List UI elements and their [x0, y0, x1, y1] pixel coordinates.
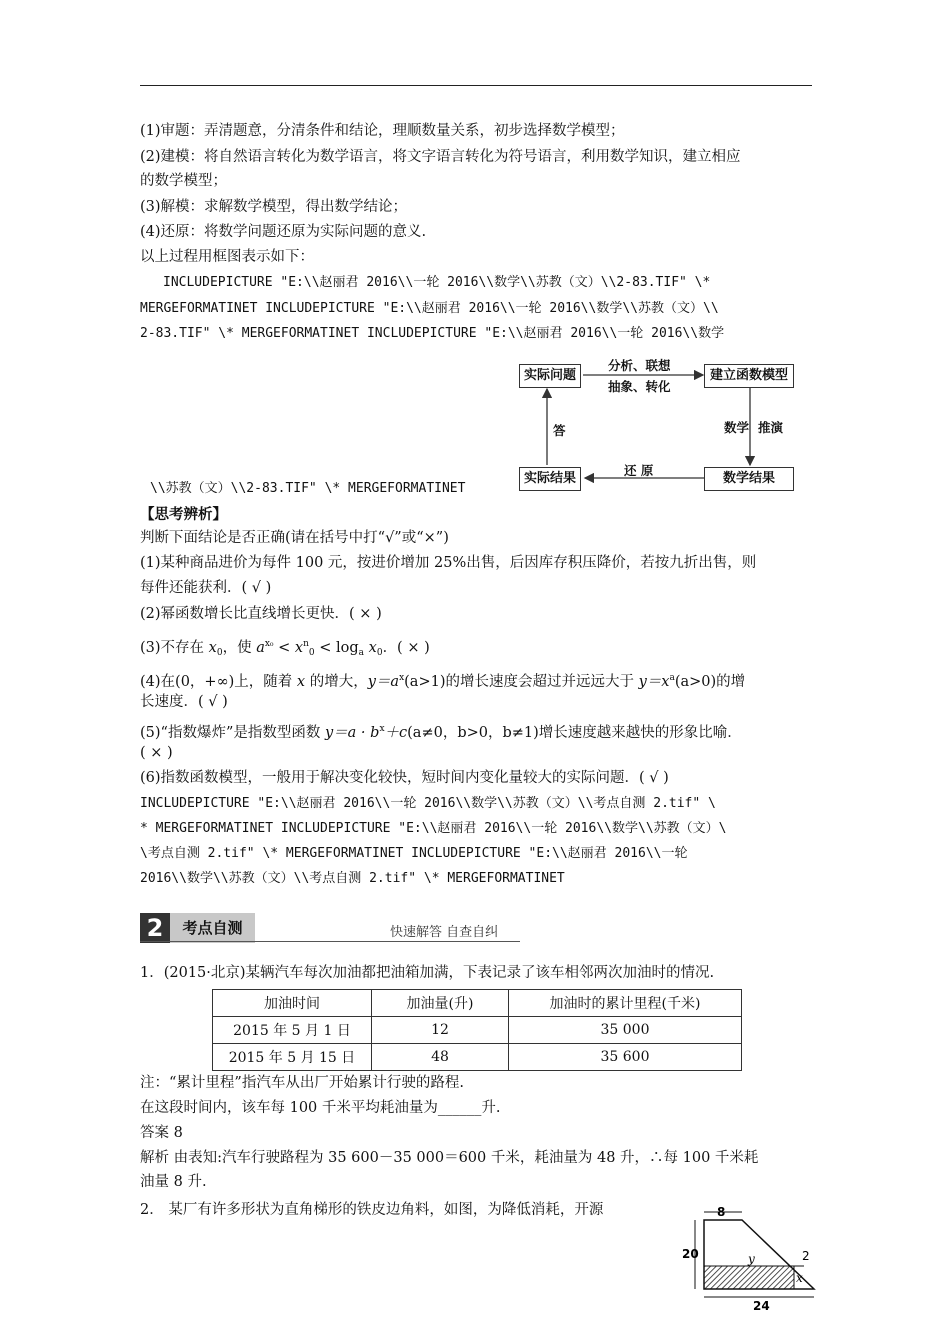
math-sub: 0	[308, 648, 315, 658]
math-expr: y＝a · b	[324, 725, 380, 741]
text-line: 以上过程用框图表示如下：	[140, 249, 314, 265]
field-code-line: MERGEFORMATINET INCLUDEPICTURE "E:\\赵丽君 2016\\一轮 2016\\数学\\苏教（文）\\	[140, 301, 719, 316]
table-cell: 48	[372, 1044, 509, 1071]
text-line: 油量 8 升.	[140, 1174, 207, 1190]
math-var: x	[294, 640, 304, 656]
text-line: (4)还原：将数学问题还原为实际问题的意义.	[140, 224, 427, 240]
math-sub: 0	[376, 648, 383, 658]
text-line: 每件还能获利．( √ )	[140, 580, 272, 596]
field-code-line: 2016\\数学\\苏教（文）\\考点自测 2.tif" \* MERGEFORMATINET	[140, 871, 565, 886]
field-code-line: \\苏教（文）\\2-83.TIF" \* MERGEFORMATINET	[150, 481, 466, 496]
box-build-model: 建立函数模型	[704, 364, 794, 388]
math-sup: x	[399, 673, 405, 683]
table-cell: 35 000	[509, 1017, 742, 1044]
text-span: 的增大，	[305, 674, 368, 690]
table-row	[213, 1017, 742, 1044]
label-analyze: 分析、联想	[608, 358, 671, 373]
statement-3	[140, 633, 430, 664]
math-var: x	[208, 640, 217, 656]
math-var: x	[368, 640, 377, 656]
math-op: <	[314, 640, 336, 656]
label-deduce: 推演	[758, 420, 784, 435]
text-span: (a>0)的增	[674, 674, 746, 690]
text-span: (a>1)的增长速度会超过并远远大于	[404, 674, 639, 690]
label-math: 数学	[724, 420, 750, 435]
table-header-cell: 加油时间	[213, 990, 372, 1017]
question-2: 2． 某厂有许多形状为直角梯形的铁皮边角料，如图，为降低消耗，开源	[140, 1202, 604, 1218]
math-fn: log	[336, 640, 359, 656]
section-underline	[140, 941, 520, 942]
math-sub: 0	[216, 648, 223, 658]
label-restore: 还 原	[624, 463, 654, 478]
math-expr: y＝a	[367, 674, 400, 690]
table-cell: 12	[372, 1017, 509, 1044]
header-rule	[140, 85, 812, 86]
answer-line: 答案 8	[140, 1125, 183, 1141]
question-1: 1．(2015·北京)某辆汽车每次加油都把油箱加满，下表记录了该车相邻两次加油时的情况.	[140, 965, 715, 981]
field-code-line: INCLUDEPICTURE "E:\\赵丽君 2016\\一轮 2016\\数学\\苏教（文）\\考点自测 2.tif" \	[140, 796, 716, 811]
field-code-line: 2-83.TIF" \* MERGEFORMATINET INCLUDEPICTURE "E:\\赵丽君 2016\\一轮 2016\\数学	[140, 326, 725, 341]
field-code-line: * MERGEFORMATINET INCLUDEPICTURE "E:\\赵丽君 2016\\一轮 2016\\数学\\苏教（文）\	[140, 821, 727, 836]
section-title: 考点自测	[170, 913, 255, 943]
table-cell: 35 600	[509, 1044, 742, 1071]
text-line: 的数学模型；	[140, 173, 227, 189]
label-answer: 答	[553, 423, 566, 438]
math-sup: x₀	[264, 639, 274, 649]
label-side: 2	[802, 1249, 810, 1263]
text-span: (3)不存在	[140, 640, 209, 656]
label-x: x	[796, 1271, 803, 1285]
text-line: (1)某种商品进价为每件 100 元，按进价增加 25%出售，后因库存积压降价，若按九折出售，则	[140, 555, 757, 571]
text-line: (3)解模：求解数学模型，得出数学结论；	[140, 199, 408, 215]
label-y: y	[748, 1252, 755, 1266]
table-row	[213, 1044, 742, 1071]
math-sup: n	[303, 639, 309, 649]
text-line: 在这段时间内，该车每 100 千米平均耗油量为______升.	[140, 1100, 501, 1116]
section-number: 2	[140, 913, 170, 943]
text-line: (2)幂函数增长比直线增长更快．( × )	[140, 606, 382, 622]
math-sub: a	[358, 648, 365, 658]
label-left: 20	[682, 1247, 699, 1261]
text-line: (2)建模：将自然语言转化为数学语言，将文字语言转化为符号语言，利用数学知识，建立相应	[140, 149, 741, 165]
table-header-cell: 加油量(升)	[372, 990, 509, 1017]
fuel-table	[212, 989, 742, 1071]
section-subtitle: 快速解答 自查自纠	[390, 925, 499, 940]
text-line: 判断下面结论是否正确(请在括号中打“√”或“×”)	[140, 530, 449, 546]
math-var: x	[296, 674, 306, 690]
think-title: 【思考辨析】	[140, 506, 227, 523]
table-header-row	[213, 990, 742, 1017]
text-span: (5)“指数爆炸”是指数型函数	[140, 725, 325, 741]
field-code-line: INCLUDEPICTURE "E:\\赵丽君 2016\\一轮 2016\\数学\\苏教（文）\\2-83.TIF" \*	[163, 275, 711, 290]
trapezoid-figure	[680, 1200, 830, 1315]
text-span: (4)在(0，+∞)上，随着	[140, 674, 297, 690]
text-line: (6)指数函数模型，一般用于解决变化较快，短时间内变化量较大的实际问题．( √ )	[140, 770, 669, 786]
math-expr: ＋c	[384, 725, 408, 741]
field-code-line: \考点自测 2.tif" \* MERGEFORMATINET INCLUDEPICTURE "E:\\赵丽君 2016\\一轮	[140, 846, 688, 861]
text-line: ( × )	[140, 745, 173, 761]
statement-4	[140, 667, 745, 693]
text-span: ．( × )	[382, 640, 430, 656]
table-header-cell: 加油时的累计里程(千米)	[509, 990, 742, 1017]
table-cell: 2015 年 5 月 15 日	[213, 1044, 372, 1071]
text-span: ，使	[222, 640, 257, 656]
label-abstract: 抽象、转化	[608, 379, 671, 394]
table-cell: 2015 年 5 月 1 日	[213, 1017, 372, 1044]
math-expr: y＝x	[638, 674, 670, 690]
label-top: 8	[717, 1205, 726, 1219]
math-op: <	[273, 640, 295, 656]
box-real-problem: 实际问题	[519, 364, 581, 388]
text-line: (1)审题：弄清题意，分清条件和结论，理顺数量关系，初步选择数学模型；	[140, 123, 625, 139]
text-span: (a≠0，b>0，b≠1)增长速度越来越快的形象比喻．	[407, 725, 742, 741]
label-bottom: 24	[753, 1299, 770, 1313]
math-sup: x	[379, 724, 385, 734]
text-line: 长速度．( √ )	[140, 694, 228, 710]
text-line: 解析 由表知:汽车行驶路程为 35 600－35 000＝600 千米，耗油量为 48 升，∴每 100 千米耗	[140, 1150, 759, 1166]
math-var: a	[256, 640, 265, 656]
statement-5	[140, 718, 742, 744]
box-real-result: 实际结果	[519, 467, 581, 491]
shaded-rectangle	[704, 1266, 794, 1289]
math-sup: a	[669, 673, 675, 683]
text-line: 注：“累计里程”指汽车从出厂开始累计行驶的路程.	[140, 1075, 464, 1091]
box-math-result: 数学结果	[704, 467, 794, 491]
